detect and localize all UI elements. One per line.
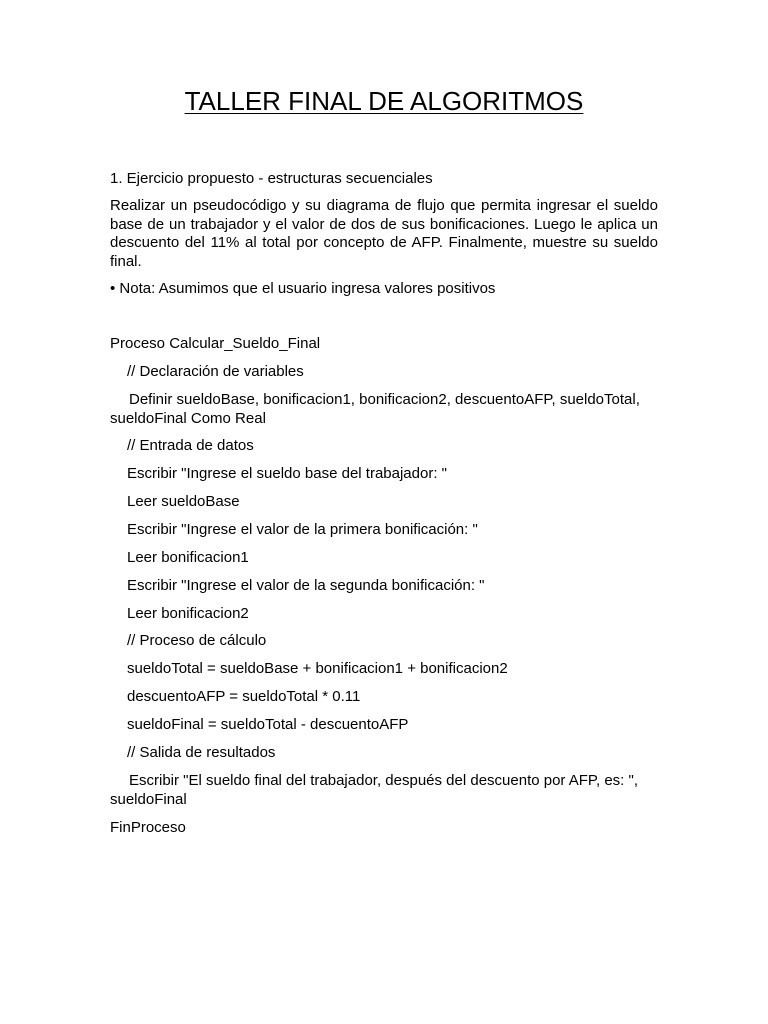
exercise-heading: 1. Ejercicio propuesto - estructuras secuenciales — [110, 170, 433, 187]
pseudocode-process-end: FinProceso — [110, 819, 186, 836]
pseudocode-read-bonus2: Leer bonificacion2 — [127, 605, 249, 622]
pseudocode-calc-total: sueldoTotal = sueldoBase + bonificacion1 + bonificacion2 — [127, 660, 508, 677]
pseudocode-write-bonus1: Escribir "Ingrese el valor de la primera bonificación: " — [127, 521, 478, 538]
pseudocode-process-start: Proceso Calcular_Sueldo_Final — [110, 335, 321, 352]
note-text: • Nota: Asumimos que el usuario ingresa valores positivos — [110, 280, 496, 297]
pseudocode-read-bonus1: Leer bonificacion1 — [127, 549, 249, 566]
pseudocode-write-result: Escribir "El sueldo final del trabajador, después del descuento por AFP, es: ", sueldoFinal — [110, 772, 643, 808]
pseudocode-comment-output: // Salida de resultados — [127, 744, 276, 761]
exercise-description: Realizar un pseudocódigo y su diagrama de flujo que permita ingresar el sueldo base de un trabajador y el valor de dos de sus bonificaciones. Luego le aplica un descuento del 11% al total por concepto de AFP. Finalmente, muestre su sueldo final. — [110, 197, 658, 270]
pseudocode-comment-input: // Entrada de datos — [127, 437, 254, 454]
pseudocode-read-base: Leer sueldoBase — [127, 493, 240, 510]
pseudocode-comment-calculation: // Proceso de cálculo — [127, 632, 267, 649]
pseudocode-write-bonus2: Escribir "Ingrese el valor de la segunda bonificación: " — [127, 577, 485, 594]
pseudocode-write-base: Escribir "Ingrese el sueldo base del trabajador: " — [127, 465, 447, 482]
pseudocode-calc-final: sueldoFinal = sueldoTotal - descuentoAFP — [127, 716, 409, 733]
document-title: TALLER FINAL DE ALGORITMOS — [184, 86, 584, 116]
pseudocode-calc-discount: descuentoAFP = sueldoTotal * 0.11 — [127, 688, 361, 705]
pseudocode-define-variables: Definir sueldoBase, bonificacion1, bonificacion2, descuentoAFP, sueldoTotal, sueldoFinal Como Real — [110, 391, 645, 427]
pseudocode-comment-declaration: // Declaración de variables — [127, 363, 304, 380]
